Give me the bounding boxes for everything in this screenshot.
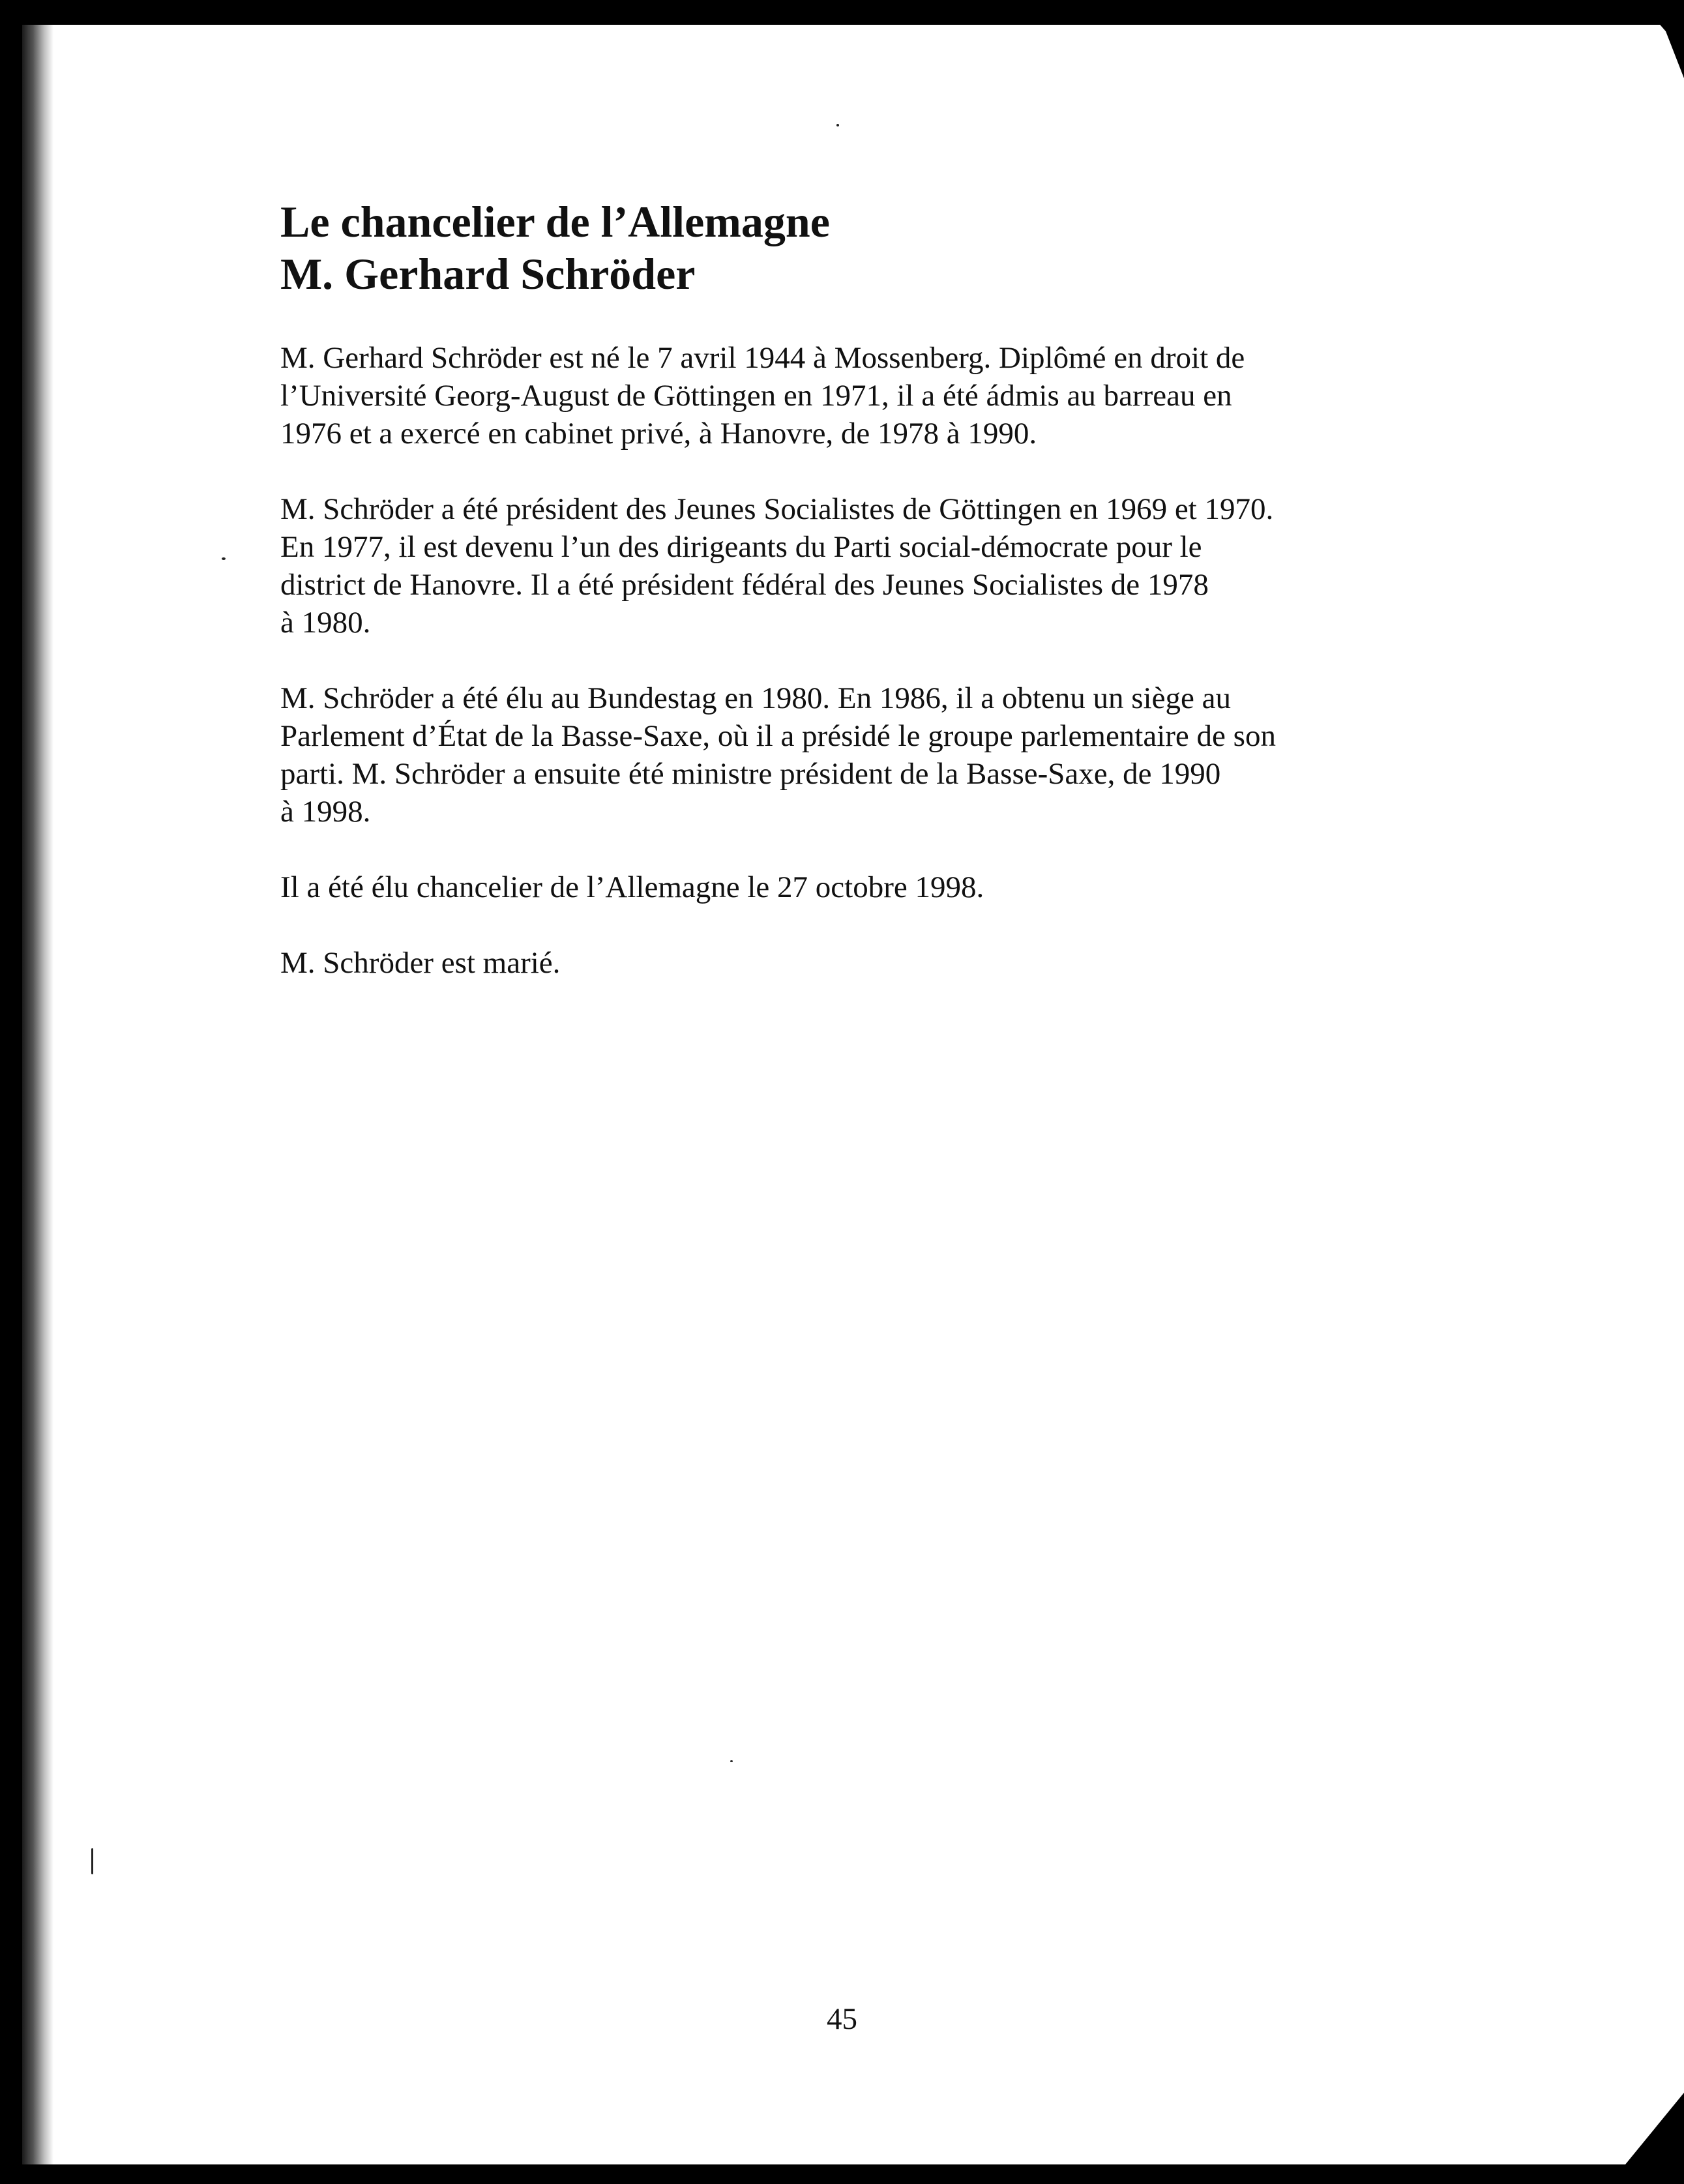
paragraph-early-politics: M. Schröder a été président des Jeunes Socialistes de Göttingen en 1969 et 1970. En 1977, il est devenu l’un des dirigeants du Parti social-démocrate pour le district de Hanovre. Il a été président fédéral des Jeunes Socialistes de 1978 à 1980. [280, 492, 1274, 640]
title-line-1: Le chancelier de l’Allemagne [280, 197, 830, 246]
title-line-2: M. Gerhard Schröder [280, 249, 696, 299]
paragraph-bundestag-lower-saxony: M. Schröder a été élu au Bundestag en 1980. En 1986, il a obtenu un siège au Parlement d’État de la Basse-Saxe, où il a présidé le groupe parlementaire de son parti. M. Schröder a ensuite été ministre président de la Basse-Saxe, de 1990 à 1998. [280, 681, 1276, 829]
paragraph-birth-education: M. Gerhard Schröder est né le 7 avril 1944 à Mossenberg. Diplômé en droit de l’Université Georg-August de Göttingen en 1971, il a été ádmis au barreau en 1976 et a exercé en cabinet privé, à Hanovre, de 1978 à 1990. [280, 341, 1245, 450]
book-spine-shadow [22, 25, 53, 2164]
page-title [280, 196, 1389, 300]
scan-speck [836, 124, 839, 126]
page-number: 45 [827, 2002, 857, 2036]
scan-speck [222, 557, 226, 560]
paragraph-marital-status: M. Schröder est marié. [280, 946, 561, 980]
document-content [280, 196, 1389, 1020]
scan-speck [730, 1760, 733, 1762]
paragraph-chancellor-election: Il a été élu chancelier de l’Allemagne le 27 octobre 1998. [280, 870, 984, 904]
scan-border-bottom [0, 2164, 1684, 2184]
scan-speck [91, 1848, 93, 1874]
scan-corner-bottom-right [1625, 2093, 1684, 2164]
scan-border-top [0, 0, 1684, 25]
document-body [280, 339, 1389, 982]
scan-border-left [0, 0, 22, 2184]
